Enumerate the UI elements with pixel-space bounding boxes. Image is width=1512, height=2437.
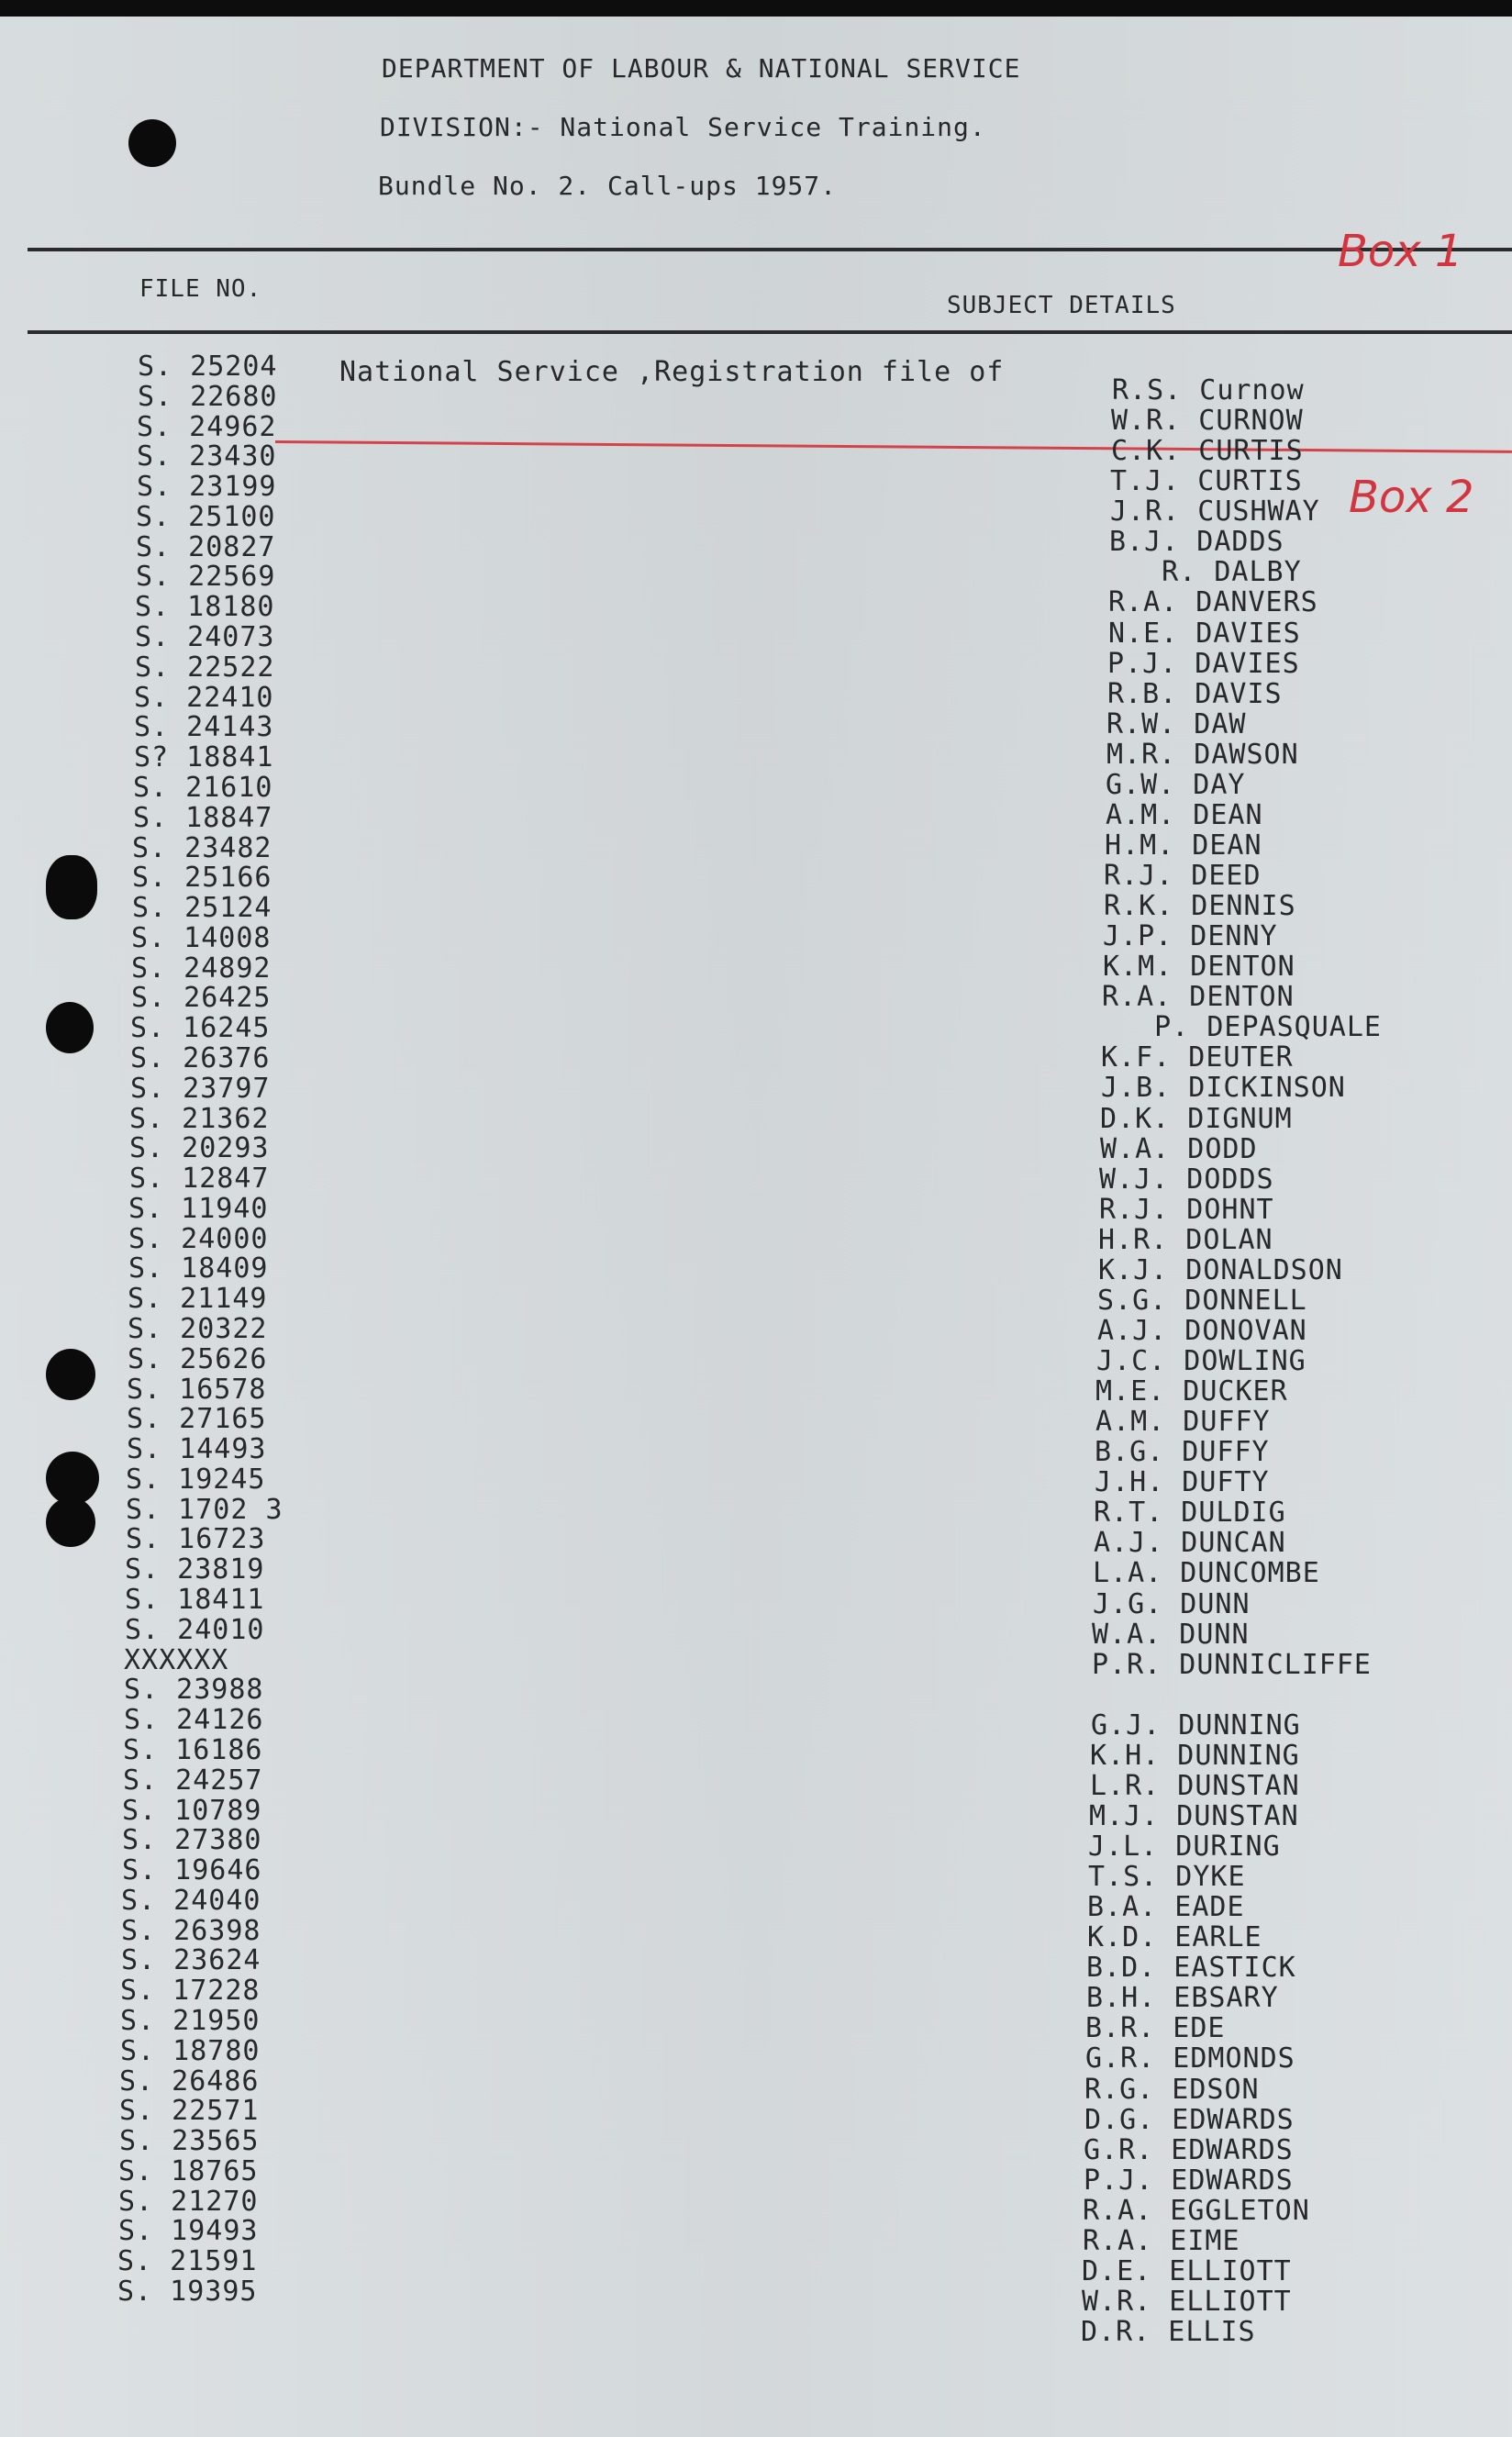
file-number: S. 23199 [137,471,277,504]
file-number: S. 21149 [128,1283,268,1316]
file-number: S. 26398 [121,1914,261,1947]
subject-name: S.G. DONNELL [1097,1284,1307,1317]
file-number: S. 10789 [122,1794,262,1827]
subject-name: J.H. DUFTY [1095,1466,1270,1499]
file-number: S. 18765 [118,2154,259,2187]
file-number: S. 18180 [135,591,275,624]
file-number: S. 19245 [126,1463,266,1496]
division-line: DIVISION:- National Service Training. [380,112,986,142]
subject-name: A.M. DUFFY [1095,1406,1271,1439]
file-number: XXXXXX [124,1643,229,1676]
file-number: S. 23797 [130,1072,271,1105]
file-number: S. 24073 [135,621,275,654]
file-number: S. 26425 [131,982,272,1015]
subject-name: R.G. EDSON [1084,2073,1260,2106]
file-number: S. 25166 [132,862,272,895]
subject-name: W.J. DODDS [1099,1163,1274,1196]
file-number: S. 14008 [131,921,272,954]
file-number: S. 11940 [128,1192,269,1225]
file-number: S. 23624 [121,1944,261,1977]
subject-name: B.H. EBSARY [1086,1982,1279,2015]
file-number: S. 25626 [128,1342,268,1375]
file-number: S. 24892 [131,951,272,985]
file-number: S. 25100 [136,500,276,533]
subject-name: L.R. DUNSTAN [1090,1769,1300,1802]
record-description: National Service ,Registration file of [339,356,1005,388]
subject-name: B.G. DUFFY [1095,1436,1270,1469]
subject-name: R.A. DANVERS [1108,586,1318,619]
subject-name: J.R. CUSHWAY [1110,495,1320,529]
subject-name: B.J. DADDS [1109,526,1284,559]
file-number: S. 22522 [135,651,275,684]
file-number: S. 23988 [124,1674,264,1707]
subject-name: M.R. DAWSON [1106,738,1299,771]
file-number: S. 24962 [137,410,277,443]
file-number: S. 1702 3 [126,1493,284,1526]
department-heading: DEPARTMENT OF LABOUR & NATIONAL SERVICE [382,53,1021,83]
subject-name: M.E. DUCKER [1095,1375,1288,1408]
file-number: S. 22569 [136,561,276,594]
file-number: S. 19646 [122,1854,262,1887]
subject-details-column-header: SUBJECT DETAILS [947,292,1176,319]
subject-name: R.B. DAVIS [1107,677,1283,710]
subject-name: B.R. EDE [1085,2012,1226,2045]
subject-name: D.E. ELLIOTT [1082,2254,1292,2287]
file-number: S. 25124 [132,892,272,925]
subject-name: J.B. DICKINSON [1101,1072,1346,1105]
subject-name: H.M. DEAN [1105,829,1262,862]
file-number: S. 24257 [123,1764,263,1797]
subject-name: R.A. EGGLETON [1083,2194,1310,2227]
subject-name: P. DEPASQUALE [1102,1011,1382,1044]
file-number: S. 23819 [125,1553,265,1586]
file-number: S. 18847 [133,801,273,834]
subject-name: M.J. DUNSTAN [1089,1799,1299,1832]
file-number: S. 22571 [119,2095,260,2128]
subject-name: C.K. CURTIS [1111,435,1304,468]
subject-name: P.R. DUNNICLIFFE [1092,1648,1372,1681]
file-number: S. 26486 [119,2064,260,2098]
file-number: S. 16186 [123,1733,263,1766]
file-number: S. 18411 [125,1584,265,1617]
subject-name: K.D. EARLE [1087,1921,1262,1954]
file-number: S. 19395 [117,2276,258,2308]
file-number: S? 18841 [134,741,274,774]
box-2-annotation: Box 2 [1349,472,1474,523]
file-number: S. 22680 [138,380,278,413]
subject-name: P.J. EDWARDS [1084,2164,1294,2197]
bundle-line: Bundle No. 2. Call-ups 1957. [378,171,838,201]
subject-name: W.R. ELLIOTT [1082,2285,1292,2318]
subject-name: R.J. DEED [1104,860,1262,892]
file-number: S. 25204 [138,351,278,383]
subject-name: R.K. DENNIS [1104,890,1296,923]
subject-name: G.W. DAY [1106,768,1246,801]
subject-name: T.S. DYKE [1088,1861,1246,1894]
file-number: S. 21591 [117,2245,258,2278]
subject-name: R.J. DOHNT [1099,1193,1274,1226]
subject-name: R.T. DULDIG [1094,1497,1286,1530]
file-number: S. 16578 [127,1373,267,1406]
subject-name: K.F. DEUTER [1101,1041,1294,1074]
file-number: S. 18780 [120,2034,261,2067]
file-number: S. 23430 [137,440,277,473]
file-number: S. 21362 [129,1102,270,1135]
subject-name: R.A. EIME [1083,2224,1240,2257]
file-number: S. 20293 [129,1132,270,1165]
file-number: S. 19493 [118,2215,259,2248]
file-number: S. 24010 [125,1613,265,1646]
subject-name: N.E. DAVIES [1108,617,1301,650]
subject-name: G.R. EDWARDS [1084,2133,1294,2166]
subject-name: J.C. DOWLING [1096,1345,1306,1377]
subject-name: H.R. DOLAN [1098,1223,1273,1256]
subject-name: R.S. Curnow [1112,374,1305,406]
file-number: S. 21950 [120,2004,261,2037]
subject-name: T.J. CURTIS [1110,465,1303,498]
file-number: S. 20827 [136,530,276,563]
file-number: S. 24143 [134,711,274,744]
subject-name: R.W. DAW [1106,707,1247,740]
subject-name: J.G. DUNN [1093,1587,1251,1620]
file-number: S. 12847 [129,1163,270,1196]
file-no-column-header: FILE NO. [139,275,262,303]
subject-name: R. DALBY [1109,556,1302,589]
subject-name: A.J. DONOVAN [1097,1314,1307,1347]
subject-name: P.J. DAVIES [1107,647,1300,680]
file-number: S. 27380 [122,1824,262,1857]
subject-name: A.J. DUNCAN [1094,1527,1286,1560]
subject-name: G.R. EDMONDS [1085,2042,1295,2075]
subject-name: D.G. EDWARDS [1084,2103,1295,2136]
subject-name: B.A. EADE [1087,1891,1245,1924]
subject-name: A.M. DEAN [1106,798,1263,831]
file-number: S. 17228 [120,1975,261,2008]
file-number: S. 22410 [134,681,274,714]
file-number: S. 16723 [126,1523,266,1556]
subject-name: L.A. DUNCOMBE [1093,1557,1320,1590]
subject-name: J.L. DURING [1088,1831,1281,1863]
file-number: S. 21610 [133,771,273,804]
subject-name: D.R. ELLIS [1081,2316,1256,2348]
file-number: S. 27165 [127,1403,267,1436]
subject-name: B.D. EASTICK [1086,1952,1296,1985]
subject-name: J.P. DENNY [1103,920,1278,953]
file-number: S. 23482 [132,831,272,864]
subject-name: K.J. DONALDSON [1098,1253,1343,1286]
subject-name: W.R. CURNOW [1111,405,1304,438]
subject-name: W.A. DODD [1100,1132,1258,1165]
file-number: S. 14493 [127,1433,267,1466]
file-number: S. 26376 [130,1041,271,1074]
file-number: S. 16245 [130,1012,271,1045]
file-number: S. 24000 [128,1222,269,1255]
file-number: S. 23565 [119,2125,260,2158]
file-number: S. 24040 [121,1884,261,1917]
subject-name: D.K. DIGNUM [1100,1102,1293,1135]
file-number: S. 20322 [128,1313,268,1345]
subject-name: K.M. DENTON [1103,951,1295,984]
box-1-annotation: Box 1 [1338,226,1463,277]
subject-name: G.J. DUNNING [1091,1708,1301,1742]
file-number: S. 21270 [118,2185,259,2218]
subject-name: R.A. DENTON [1102,981,1295,1014]
file-number: S. 24126 [124,1704,264,1737]
subject-name: W.A. DUNN [1092,1618,1250,1651]
file-number: S. 18409 [128,1252,269,1285]
subject-name: K.H. DUNNING [1090,1739,1300,1772]
